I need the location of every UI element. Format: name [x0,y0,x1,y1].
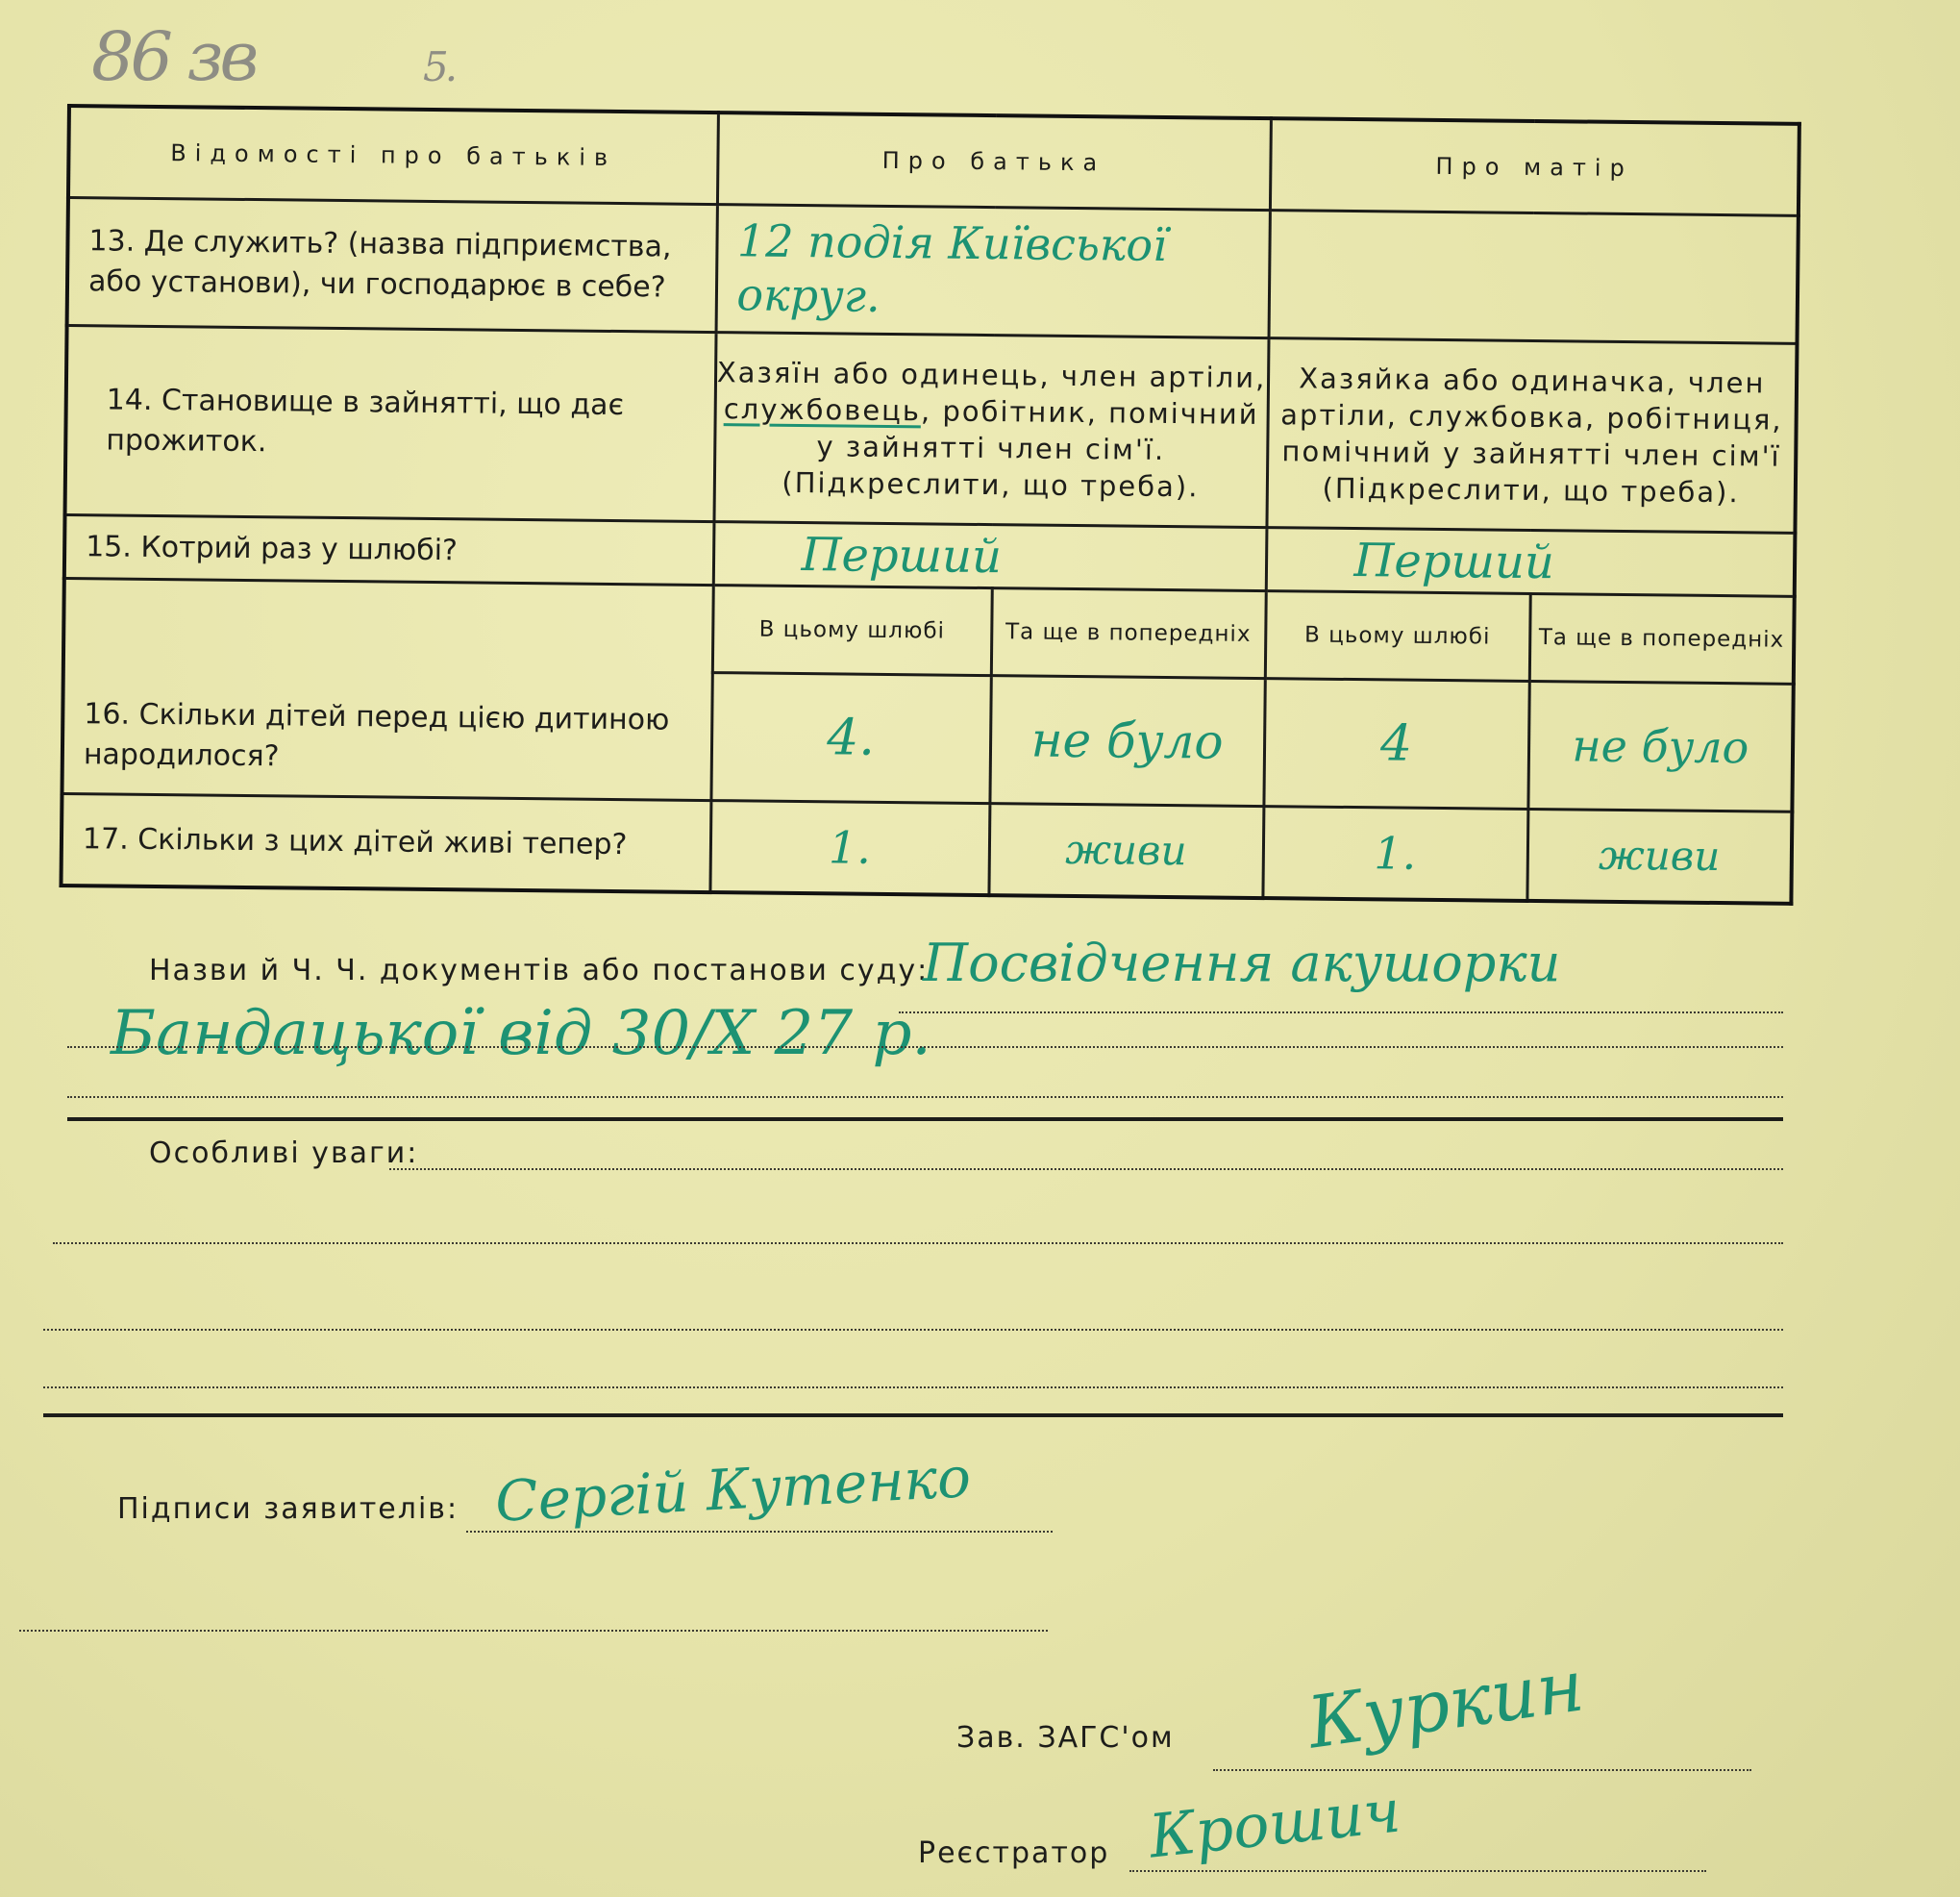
q16-mother-this: 4 [1379,713,1413,773]
documents-rule [67,1117,1783,1121]
q14-father-text-b: , робітник, помічний у зайнятті член сім'ї. (Підкреслити, що треба). [782,394,1259,504]
documents-dotline-3 [67,1096,1783,1098]
q13-father-cell [716,205,1270,338]
q16-father-this-cell [710,672,990,803]
q16-mother-sub-this: В цьому шлюбі [1265,591,1530,681]
q16-father-prev: не було [1030,711,1224,770]
registrar-label: Реєстратор [918,1836,1110,1870]
q15-mother-cell [1266,528,1796,597]
q17-mother-this-cell [1262,806,1527,901]
applicants-dotline-2 [19,1630,1048,1632]
registrar-signature: Крошич [1145,1775,1404,1872]
head-label: Зав. ЗАГС'ом [956,1721,1175,1755]
q16-father-prev-cell [989,675,1264,806]
documents-label: Назви й Ч. Ч. документів або постанови суду: [149,954,930,987]
documents-value-line1: Посвідчення акушорки [923,933,1561,993]
q17-father-this: 1. [828,821,872,874]
header-father: Про батька [717,112,1271,211]
notes-dotline-3 [43,1329,1783,1331]
q14-label: 14. Становище в зайнятті, що дає прожиток. [65,326,716,522]
applicants-dotline-1 [466,1531,1053,1533]
parents-info-table [59,104,1800,906]
notes-dotline-4 [43,1386,1783,1388]
q15-label: 15. Котрий раз у шлюбі? [64,515,714,586]
q16-father-sub-prev: Та ще в попередніх [991,588,1266,678]
q15-father-value: Перший [801,527,1003,584]
q17-father-this-cell [709,800,989,895]
q13-father-value: 12 подія Київської округ. [736,214,1168,323]
documents-dotline-1 [899,1011,1783,1013]
notes-dotline-2 [53,1242,1783,1244]
registrar-dotline [1129,1870,1706,1872]
q14-father-text-a: Хазяїн або одинець, член артіли, [716,356,1267,395]
q17-mother-this: 1. [1374,827,1417,880]
q13-label: 13. Де служить? (назва підприємства, або установи), чи господарює в себе? [67,198,717,333]
sheet-number: 86 зв [91,17,256,96]
header-parents-info: Відомості про батьків [68,106,718,205]
notes-label: Особливі уваги: [149,1136,419,1170]
header-mother: Про матір [1270,118,1799,216]
q17-label: 17. Скільки з цих дітей живі тепер? [61,793,710,892]
q16-father-this: 4. [827,708,876,767]
q17-mother-prev: живи [1598,832,1721,881]
documents-dotline-2 [67,1046,1783,1048]
q16-label: 16. Скільки дітей перед цією дитиною народилося? [62,579,712,801]
head-dotline [1213,1769,1751,1771]
applicants-label: Підписи заявителів: [117,1492,459,1526]
q15-mother-value: Перший [1353,533,1555,589]
q17-father-prev-cell [988,803,1263,898]
notes-rule [43,1413,1783,1417]
documents-value-line2: Бандацької від 30/X 27 р. [111,998,931,1069]
q16-mother-this-cell [1263,678,1528,809]
q16-mother-prev: не було [1572,719,1749,774]
q17-father-prev: живи [1065,826,1187,875]
q13-mother-cell [1269,211,1799,344]
q14-father-options [713,333,1268,528]
corner-note: 5. [423,43,455,90]
applicant-signature: Сергій Кутенко [493,1444,973,1535]
q16-father-sub-this: В цьому шлюбі [712,586,992,675]
q16-mother-sub-prev: Та ще в попередніх [1529,594,1795,684]
head-signature: Куркин [1303,1644,1589,1765]
q16-mother-prev-cell [1527,681,1793,811]
notes-dotline-1 [389,1168,1783,1170]
q14-mother-options: Хазяйка або одиначка, член артіли, службовка, робітниця, помічний у зайнятті член сім'ї (Підкреслити, що треба). [1266,338,1797,534]
q17-mother-prev-cell [1526,809,1792,904]
q15-father-cell [713,522,1267,591]
q14-father-selected: службовець [723,392,922,428]
